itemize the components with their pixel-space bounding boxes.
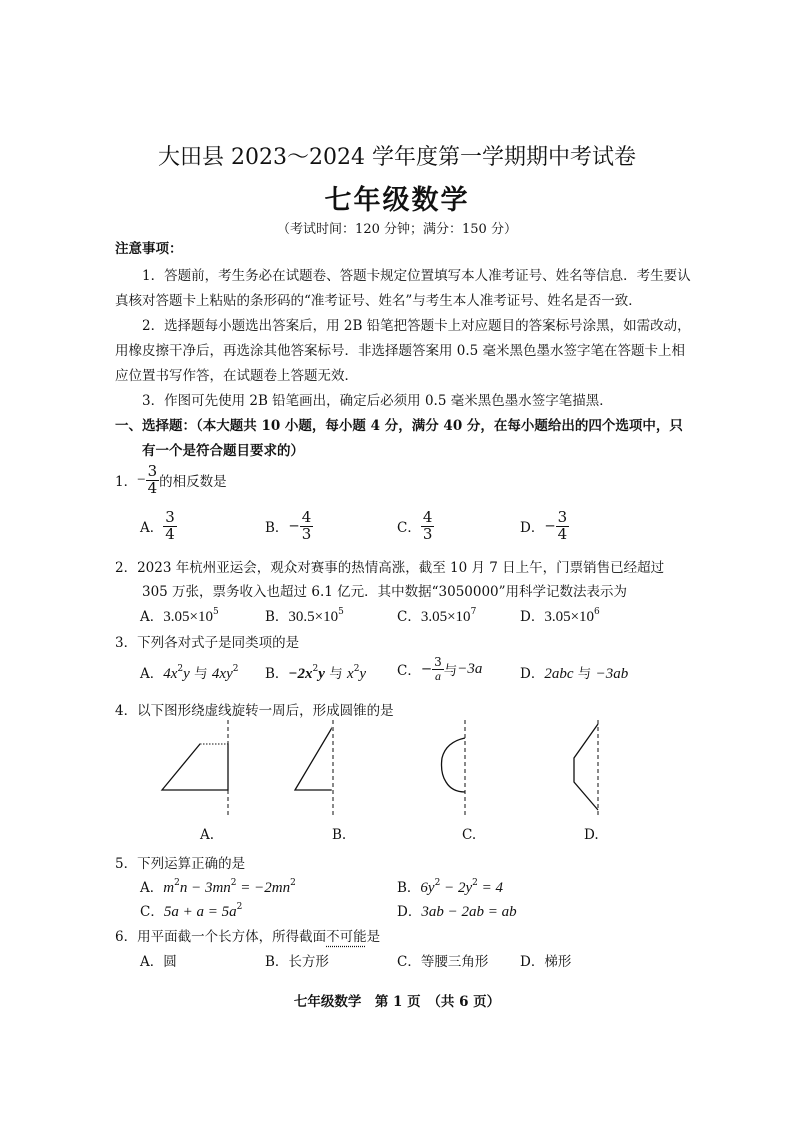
option-text: 长方形 — [288, 954, 329, 970]
q-number: 4． — [115, 703, 138, 719]
question-3 — [115, 631, 299, 651]
figure-b — [295, 720, 333, 818]
note-line: 3．作图可先使用 2B 铅笔画出，确定后必须用 0.5 毫米黑色墨水签字笔描黑． — [142, 393, 613, 409]
question-1 — [115, 464, 227, 497]
q6-options — [140, 950, 700, 972]
frac-num: 4 — [422, 508, 433, 526]
exam-title: 大田县 2023～2024 学年度第一学期期中考试卷 — [158, 145, 636, 170]
option-label: C． — [397, 954, 421, 970]
exp: 2 — [353, 664, 360, 674]
term: y — [359, 666, 367, 682]
option-text: 梯形 — [544, 954, 572, 970]
option-label: B． — [397, 880, 421, 896]
q6-option-c — [397, 950, 488, 970]
exp: 2 — [230, 878, 237, 888]
section-heading-cont: 有一个是符合题目要求的） — [142, 443, 304, 459]
exam-info: （考试时间：120 分钟；满分：150 分） — [277, 222, 517, 237]
q5-option-d — [397, 900, 517, 921]
exp: 2 — [312, 664, 319, 674]
frac-num: 3 — [434, 655, 442, 669]
shape-d — [574, 724, 598, 810]
q1-option-a — [140, 510, 177, 543]
q3-options — [140, 656, 700, 696]
q2-options — [140, 605, 700, 629]
q-number: 1． — [115, 474, 138, 491]
option-label: A． — [140, 954, 164, 970]
option-label: A． — [140, 609, 164, 625]
term: 4xy — [211, 666, 233, 682]
q2-option-c — [397, 605, 476, 626]
sign: − — [420, 661, 433, 678]
term: = 4 — [477, 880, 503, 896]
option-base: 3.05×10 — [163, 609, 213, 625]
option-label: D． — [397, 904, 422, 920]
term: x — [347, 666, 354, 682]
frac-den: a — [434, 668, 441, 683]
note-line: 1．答题前，考生务必在试题卷、答题卡规定位置填写本人准考证号、姓名等信息．考生要认 — [142, 268, 691, 284]
q6-option-b — [265, 950, 329, 970]
option-fraction — [163, 510, 177, 543]
option-label: B． — [265, 954, 289, 970]
frac-num: 3 — [557, 508, 568, 526]
term: − 2y — [440, 880, 473, 896]
note-line: 真核对答题卡上粘贴的条形码的“准考证号、姓名”与考生本人准考证号、姓名是否一致． — [115, 293, 642, 309]
term: −2x — [288, 666, 313, 682]
option-label: B． — [265, 609, 289, 625]
figure-label-b: B. — [332, 827, 347, 843]
option-label: D． — [520, 609, 545, 625]
conj: 与 — [189, 666, 212, 682]
conj: 与 — [443, 663, 458, 680]
q1-option-d — [520, 510, 569, 543]
note-line: 2．选择题每小题选出答案后，用 2B 铅笔把答题卡上对应题目的答案标号涂黑，如需改动， — [142, 318, 691, 334]
exp: 2 — [236, 902, 243, 912]
question-4 — [115, 699, 394, 719]
option-label: D． — [520, 520, 545, 537]
option-base: 3.05×10 — [420, 609, 471, 625]
question-2 — [115, 556, 664, 576]
q2-option-a — [140, 605, 219, 626]
q6-stem-end: 是 — [366, 929, 381, 945]
q1-options — [140, 510, 600, 554]
note-line: 应位置书写作答，在试题卷上答题无效． — [115, 368, 358, 384]
q3-option-b — [265, 662, 366, 683]
exp: 2 — [472, 878, 478, 888]
q1-option-b — [265, 510, 313, 543]
q4-stem: 以下图形绕虚线旋转一周后，形成圆锥的是 — [137, 703, 394, 719]
term: 4x — [163, 666, 178, 682]
q3-option-d — [520, 662, 628, 683]
frac-den: 3 — [422, 524, 433, 543]
shape-a — [162, 744, 228, 790]
option-label: C． — [397, 609, 421, 625]
figure-label-a: A. — [200, 827, 215, 843]
q2-line1: 2023 年杭州亚运会，观众对赛事的热情高涨，截至 10 月 7 日上午，门票销售已经超过 — [137, 560, 665, 576]
option-text: 等腰三角形 — [420, 954, 489, 970]
shape-b — [295, 726, 333, 790]
option-exp: 6 — [594, 607, 600, 617]
q5-option-b — [397, 876, 503, 897]
exp: 2 — [434, 878, 441, 888]
frac-den: 3 — [301, 524, 312, 543]
q6-emphasis: 不可能 — [326, 929, 367, 945]
option-label: C． — [140, 904, 164, 920]
q3-stem: 下列各对式子是同类项的是 — [137, 635, 300, 651]
q-number: 3． — [115, 635, 138, 651]
frac-den: 4 — [557, 524, 568, 543]
term: = −2mn — [236, 880, 291, 896]
q3-option-c — [397, 656, 482, 682]
option-fraction — [556, 510, 570, 543]
option-label: A． — [140, 666, 164, 682]
option-text: 圆 — [163, 954, 177, 970]
option-label: A． — [140, 520, 164, 537]
q6-stem: 用平面截一个长方体，所得截面 — [137, 929, 327, 945]
term: −3ab — [595, 666, 629, 682]
q5-option-a — [140, 876, 296, 897]
figure-a — [162, 720, 228, 818]
option-label: A． — [140, 880, 164, 896]
term: 5a + a = 5a — [163, 904, 237, 920]
option-label: B． — [265, 520, 289, 537]
option-label: C． — [397, 663, 421, 680]
q2-option-b — [265, 605, 344, 626]
exp: 2 — [177, 664, 184, 674]
option-label: C． — [397, 520, 421, 537]
q2-option-d — [520, 605, 600, 626]
figure-label-d: D. — [584, 827, 599, 843]
page-footer: 七年级数学 第 1 页 （共 6 页） — [293, 994, 501, 1010]
figure-c — [442, 720, 466, 818]
q6-option-a — [140, 950, 177, 970]
q5-option-c — [140, 900, 242, 921]
q5-stem: 下列运算正确的是 — [137, 856, 246, 872]
fraction — [432, 656, 444, 682]
shape-c — [442, 738, 466, 792]
option-sign: − — [544, 518, 556, 535]
option-exp: 5 — [212, 607, 219, 617]
q3-option-a — [140, 662, 238, 683]
conj: 与 — [324, 666, 348, 682]
term: n − 3mn — [179, 880, 231, 896]
option-label: B． — [265, 666, 289, 682]
note-line: 用橡皮擦干净后，再选涂其他答案标号．非选择题答案用 0.5 毫米黑色墨水签字笔在答题卡上相 — [115, 343, 686, 359]
option-base: 3.05×10 — [544, 609, 595, 625]
term: −3a — [457, 660, 483, 677]
figure-d — [574, 720, 598, 818]
term: 6y — [420, 880, 435, 896]
term: y — [318, 666, 325, 682]
option-sign: − — [288, 518, 300, 535]
term: 2abc — [544, 666, 574, 682]
section-heading: 一、选择题：（本大题共 10 小题，每小题 4 分，满分 40 分，在每小题给出的四个选项中，只 — [115, 418, 683, 434]
option-base: 30.5×10 — [288, 609, 339, 625]
option-label: D． — [520, 954, 545, 970]
frac-den: 4 — [165, 524, 175, 543]
q1-option-c — [397, 510, 434, 543]
q1-fraction — [146, 464, 160, 497]
q-number: 5． — [115, 856, 138, 872]
option-exp: 7 — [470, 607, 477, 617]
q1-stem: 的相反数是 — [159, 474, 227, 491]
figure-label-c: C. — [462, 827, 477, 843]
question-5 — [115, 852, 245, 872]
exp: 2 — [290, 878, 296, 888]
q2-line2: 305 万张，票务收入也超过 6.1 亿元．其中数据“3050000”用科学记数法表示为 — [142, 584, 628, 600]
option-label: D． — [520, 666, 545, 682]
option-fraction — [300, 510, 314, 543]
term: 3ab − 2ab = ab — [421, 904, 517, 920]
q4-figures — [150, 718, 630, 823]
q6-option-d — [520, 950, 571, 970]
question-6 — [115, 925, 380, 945]
frac-num: 4 — [301, 508, 312, 526]
option-fraction — [421, 510, 435, 543]
subject-title: 七年级数学 — [324, 185, 470, 216]
term: m — [163, 880, 175, 896]
exp: 2 — [174, 878, 180, 888]
q-number: 2． — [115, 560, 138, 576]
q-number: 6． — [115, 929, 138, 945]
notes-heading: 注意事项： — [115, 241, 183, 257]
term: y — [183, 666, 190, 682]
exp: 2 — [232, 664, 239, 674]
q1-num: 3 — [147, 462, 158, 480]
q1-den: 4 — [147, 478, 158, 497]
option-exp: 5 — [338, 607, 344, 617]
conj: 与 — [573, 666, 596, 682]
q1-minus: − — [137, 471, 146, 488]
frac-num: 3 — [165, 508, 175, 526]
